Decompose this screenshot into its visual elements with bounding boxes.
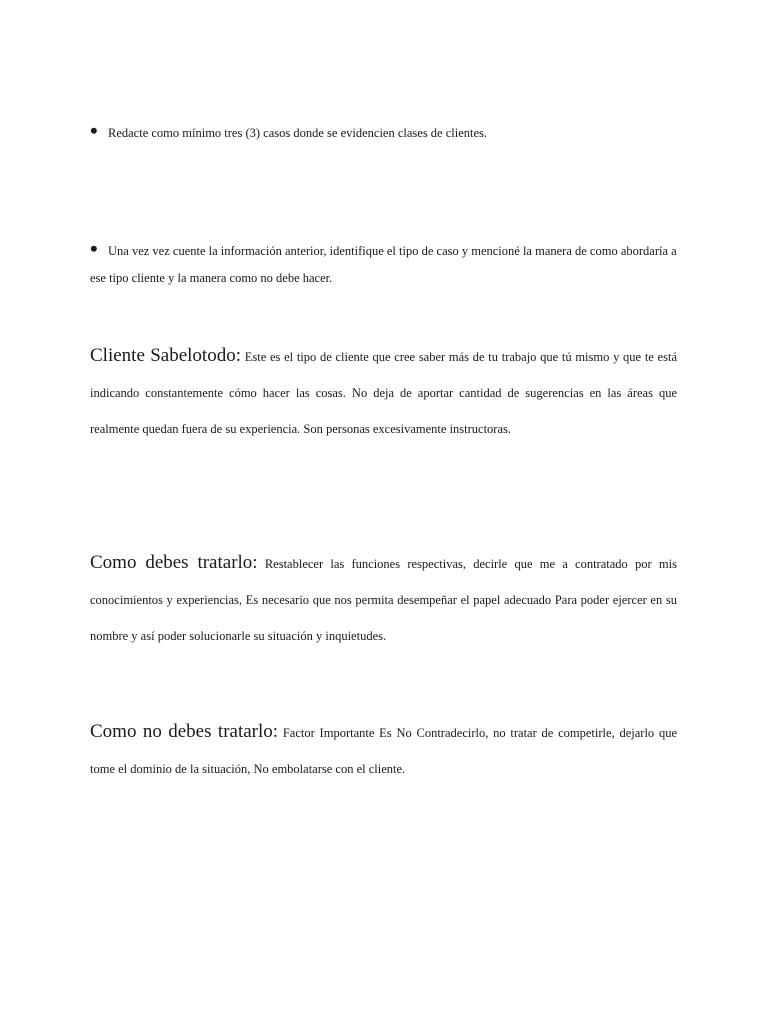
section-body: Este es el tipo de cliente que cree saber más de tu trabajo que tú mismo y que te está indicando constantemente cómo hacer las cosas. No deja de aportar cantidad de sugerencias en las áreas que realmente quedan fuera de su experiencia. Son personas excesivamente instructoras. [90, 350, 677, 436]
section-body: Restablecer las funciones respectivas, decirle que me a contratado por mis conocimientos y experiencias, Es necesario que nos permita desempeñar el papel adecuado Para poder ejercer en su nombre y así poder solucionarle su situación y inquietudes. [90, 557, 677, 643]
bullet-marker: • [90, 236, 98, 261]
section-heading: Como debes tratarlo: [90, 552, 258, 573]
section-como-no-debes-tratarlo [90, 714, 677, 787]
bullet-text: Una vez vez cuente la información anterior, identifique el tipo de caso y mencioné la manera de como abordaría a ese tipo cliente y la manera como no debe hacer. [90, 244, 677, 285]
bullet-text: Redacte como mínimo tres (3) casos donde se evidencien clases de clientes. [108, 126, 488, 140]
section-como-debes-tratarlo [90, 545, 677, 654]
bullet-item-1 [90, 117, 677, 147]
bullet-item-2 [90, 235, 677, 292]
section-cliente-sabelotodo [90, 338, 677, 447]
bullet-marker: • [90, 118, 98, 143]
section-heading: Cliente Sabelotodo: [90, 345, 241, 366]
section-body: Factor Importante Es No Contradecirlo, no tratar de competirle, dejarlo que tome el dominio de la situación, No embolatarse con el cliente. [90, 726, 677, 776]
section-heading: Como no debes tratarlo: [90, 721, 279, 742]
